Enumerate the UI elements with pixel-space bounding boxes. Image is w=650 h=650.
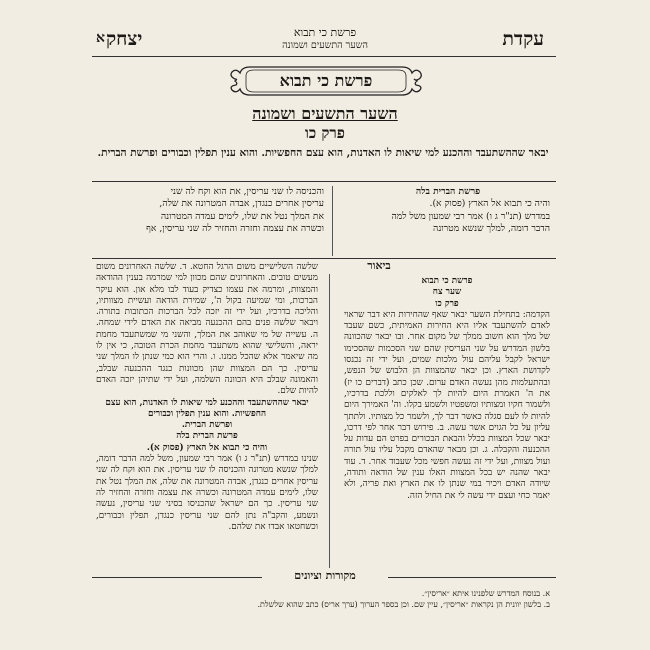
- cartouche-title: פרשת כי תבוא: [279, 71, 373, 90]
- commentary-left-verse: והיה כי תבוא אל הארץ (פסוק א).: [146, 442, 268, 453]
- main-right-line: במדרש (תנ"ר ג ו) אמר רבי שמעון משל למה: [391, 210, 550, 222]
- commentary-left-text-top: שלשה השלישיים משום הרגל החטא. ד. שלשה האחרונים משום מעשים טובים. והאחרונים שהם מכוון למי שמרמה בענין ההודאה והמצוות, ומרמה את עצמו כצדיק בעוד לבו מלא און. הוא עיקר הברכות, ומי שמיעה בקול ה', שמירת הודאה ועשיית מצוותיו, והליכה בדרכיו, ועל ידי זה יזכה לכל הברכות הכתובות בתורה. ויבאר שלשה פנים בהם ההכנעה מביאה את האדם לידי שמחה. ה. עשייה של מי שאוהב את המלך, והשני מי שמשתעבד מחמת יראה, והשלישי שהוא משתעבד מחמת הכרת הטובה, כי אין לו מה שיאמר אלא שהכל ממנו. ו. והרי הוא כמי שנתן לו המלך שני עריסין. כך הם המצוות שהן מכוונות כנגד ההכנעה שבלב, והאמונה שבלב היא הכוונה השלמה, ועל ידי שתיהן יזכה האדם להיות שלם.: [96, 262, 318, 397]
- intro-rule: [92, 181, 556, 182]
- sources-heading: מקורות וציונים: [262, 569, 388, 582]
- page-letter: א: [96, 30, 105, 46]
- gate-title: השער התשעים ושמונה: [252, 104, 398, 123]
- parasha-cartouche: [228, 64, 424, 98]
- commentary-column-divider: [329, 274, 330, 568]
- running-header: [106, 26, 544, 54]
- header-gate: השער התשעים ושמונה: [282, 40, 368, 51]
- commentary-left-text-bottom: שנינו במדרש (תנ"ר ג ו) אמר רבי שמעון, משל למה הדבר דומה, למלך שנשא מטרונה והכניסה לו שני עריסין. את הוא וקח לה שני עריסין אחרים כנגדן, אבדה המטרונה את שלה, את המלך נטל את שלו, לימים עמדה המטרונה וכשרה את עצמה וחזרה והחזיר לה שני עריסין. כך הם ישראל שהכניסו בסיני שני עריסין, נעשה ונשמע, והקב"ה נתן להם שני עריסין כנגדן, תפלין וכבורים, וכשחטאו אבדו את שלהם.: [96, 454, 318, 532]
- main-right-line: הדבר דומה, למלך שנשא מטרונה: [433, 223, 550, 235]
- header-parasha: פרשת כי תבוא: [293, 26, 357, 39]
- commentary-rule: [92, 258, 556, 259]
- main-section-heading: פרשת הברית בלה: [415, 186, 481, 197]
- main-left-line: וכשרה את עצמה וחזרה והחזיר לה שני עריסין, אף: [146, 223, 324, 235]
- main-left-line: והכניסה לו שני עריסין, את הוא וקח לה שני: [170, 186, 324, 197]
- main-left-line: את המלך נטל את שלו, לימים עמדה המטרונה: [160, 210, 324, 222]
- main-left-line: עריסין אחרים כנגדן, אבדה המטרונה את שלה,: [159, 198, 324, 210]
- commentary-right-text: הקדמה: בתחילת השער יבאר שאף שהחירות היא דבר שראוי לאדם להשתעבד אליו היא החירות האמיתית, כשם שעבד של מלך הוא חשוב ממלך של מקום אחר. ובו יבאר שהכוונה בלשון המדרש על שני העריסין שהם שני הסכמות שהסכימו ישראל לקבל עליהם עול מלכות שמים, ועל ידי זה נכנסו לקדושת הארץ. וכן יבאר שהמצוות הן הלבוש של הנפש, ובהתעלמות מהן נעשה האדם ערום. שכן כתב (דברים כו יז) את ה' האמרת היום להיות לך לאלקים וללכת בדרכיו, ולשמור חקיו ומצותיו ומשפטיו ולשמע בקלו. וה' האמירך היום להיות לו לעם סגלה כאשר דבר לך, ולשמר כל מצותיו. ולתתך עליון על כל הגוים אשר עשה. ב. פירוש דבר אחר לפי דרכו, יבאר שכל המצוות בכלל והבאת הבכורים בפרט הם עדות על ההכנעה והקבלה. ג. וכן מבאר שהאדם מקבל עליו עול תורה ועול מצוות, ועל ידי זה נעשה חפשי מכל שעבוד אחר. ד. עוד יבאר שהנה יש בכל המצוות האלו ענין של הודאה ותודה, שיודה האדם ויכיר במי שנתן לו את הארץ ואת פריה, ולא יאמר כחי ועצם ידי עשה לי את החיל הזה.: [344, 309, 550, 501]
- source-note: ב. בלשון יוונית הן נקראות ״אריסין״, עיין שם. וכן בספר הערוך (ערך אריס) כתב שהוא שלשלת.: [257, 600, 550, 609]
- main-text-left-column: [96, 186, 324, 236]
- commentary-heading-line: שער צח: [432, 287, 462, 298]
- header-rule: [92, 56, 556, 57]
- column-divider: [332, 186, 333, 256]
- header-center: [110, 26, 540, 52]
- commentary-right-column: [344, 276, 550, 502]
- sources-notes: [96, 588, 550, 610]
- gate-intro: יבאר שההשתעבד וההכנע למי שיאות לו האדנות, הוא עצם החפשיות. והוא ענין תפלין וכבורים ופרשת הברית.: [97, 147, 549, 159]
- main-text-right-column: [346, 186, 550, 236]
- commentary-left-column: [96, 262, 318, 533]
- biur-heading: ביאור: [344, 259, 414, 272]
- commentary-heading-line: פרק כו: [435, 298, 459, 309]
- commentary-heading-line: פרשת כי תבוא: [421, 276, 473, 286]
- chapter-title: פרק כו: [305, 124, 345, 142]
- book-word-akedat: עקדת: [502, 28, 544, 50]
- commentary-left-intro: יבאר שההשתעבד וההכנע למי שיאות לו האדנות, הוא עצם החפשיות. והוא ענין תפלין וכבורים: [105, 397, 309, 419]
- main-right-line: והיה כי תבוא אל הארץ (פסוק א).: [429, 198, 550, 210]
- commentary-left-intro-end: ופרשת הברית.: [181, 420, 233, 431]
- book-word-yitzchak: יצחק: [106, 28, 143, 50]
- source-note: א. בנוסח המדרש שלפנינו איתא ״אריסין״.: [421, 589, 550, 598]
- commentary-left-section-heading: פרשת הברית בלה: [176, 431, 238, 442]
